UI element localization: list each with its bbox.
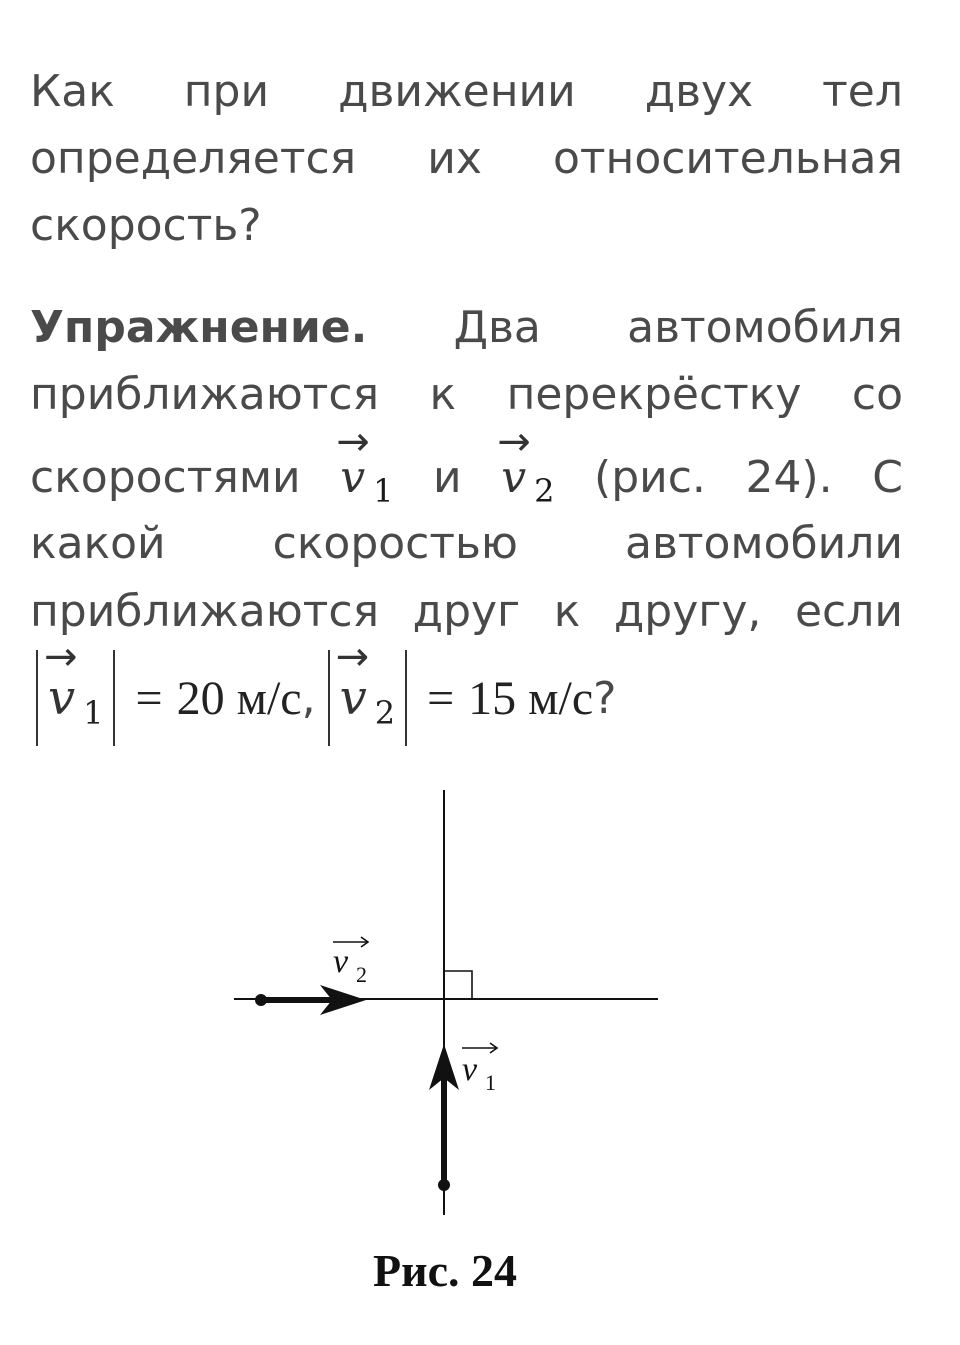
exercise-label: Упражнение. (30, 302, 368, 353)
word: относительная (553, 133, 903, 184)
word: если (794, 586, 903, 637)
word: С (872, 452, 903, 503)
question-mark: ? (593, 672, 617, 724)
abs-bar (113, 650, 115, 746)
word: приближаются (30, 586, 380, 637)
v1-arrow (429, 1044, 459, 1191)
v2-value: 15 м/с (468, 671, 594, 725)
figure-ref-number: 24). (745, 452, 833, 503)
equals-sign: = (427, 671, 455, 725)
word: автомобили (624, 518, 903, 569)
word: какой (30, 518, 166, 569)
question-line-2 (30, 127, 903, 191)
separator: , (301, 672, 316, 724)
exercise-line-2 (30, 363, 903, 427)
v1-symbol: → v $_1$ (336, 419, 394, 510)
svg-text:v: v (333, 943, 349, 980)
v2-arrow (255, 985, 366, 1015)
figure-24 (0, 780, 960, 1340)
v2-symbol: → v $_2$ (497, 419, 555, 510)
v1-magnitude-symbol: → v $_1$ (44, 634, 104, 732)
question-line-1 (30, 60, 903, 124)
word: при (183, 66, 270, 117)
v1-label (462, 1043, 497, 1095)
word: определяется (30, 133, 357, 184)
word: перекрёстку (506, 369, 802, 420)
word: их (427, 133, 482, 184)
exercise-line-3 (30, 419, 903, 516)
svg-text:1: 1 (485, 1070, 496, 1095)
right-angle-marker (444, 971, 472, 999)
word: автомобиля (627, 302, 903, 353)
v2-label (333, 937, 368, 987)
exercise-line-1 (30, 296, 903, 360)
exercise-line-5 (30, 580, 903, 644)
v1-value: 20 м/с (176, 671, 302, 725)
abs-bar (405, 650, 407, 746)
abs-bar (36, 650, 38, 746)
v2-magnitude-symbol: → v $_2$ (335, 634, 396, 732)
word: другу, (613, 586, 762, 637)
svg-text:v: v (462, 1051, 478, 1088)
word: тел (822, 66, 903, 117)
word: двух (644, 66, 754, 117)
word: скоростями (30, 452, 301, 503)
word: к (553, 586, 581, 637)
word: к (429, 369, 457, 420)
word: и (433, 452, 462, 503)
word: приближаются (30, 369, 380, 420)
question-line-3: скорость? (30, 200, 262, 251)
figure-ref: (рис. (594, 452, 706, 503)
word: со (851, 369, 903, 420)
abs-bar (328, 650, 330, 746)
figure-caption: Рис. 24 (372, 1245, 518, 1296)
svg-text:2: 2 (356, 962, 367, 987)
word: Как (30, 66, 115, 117)
equals-sign: = (135, 671, 163, 725)
word: скоростью (272, 518, 518, 569)
word: движении (338, 66, 576, 117)
condition-formula (30, 634, 617, 748)
word: Два (453, 302, 541, 353)
word: друг (412, 586, 521, 637)
exercise-line-4 (30, 512, 903, 576)
